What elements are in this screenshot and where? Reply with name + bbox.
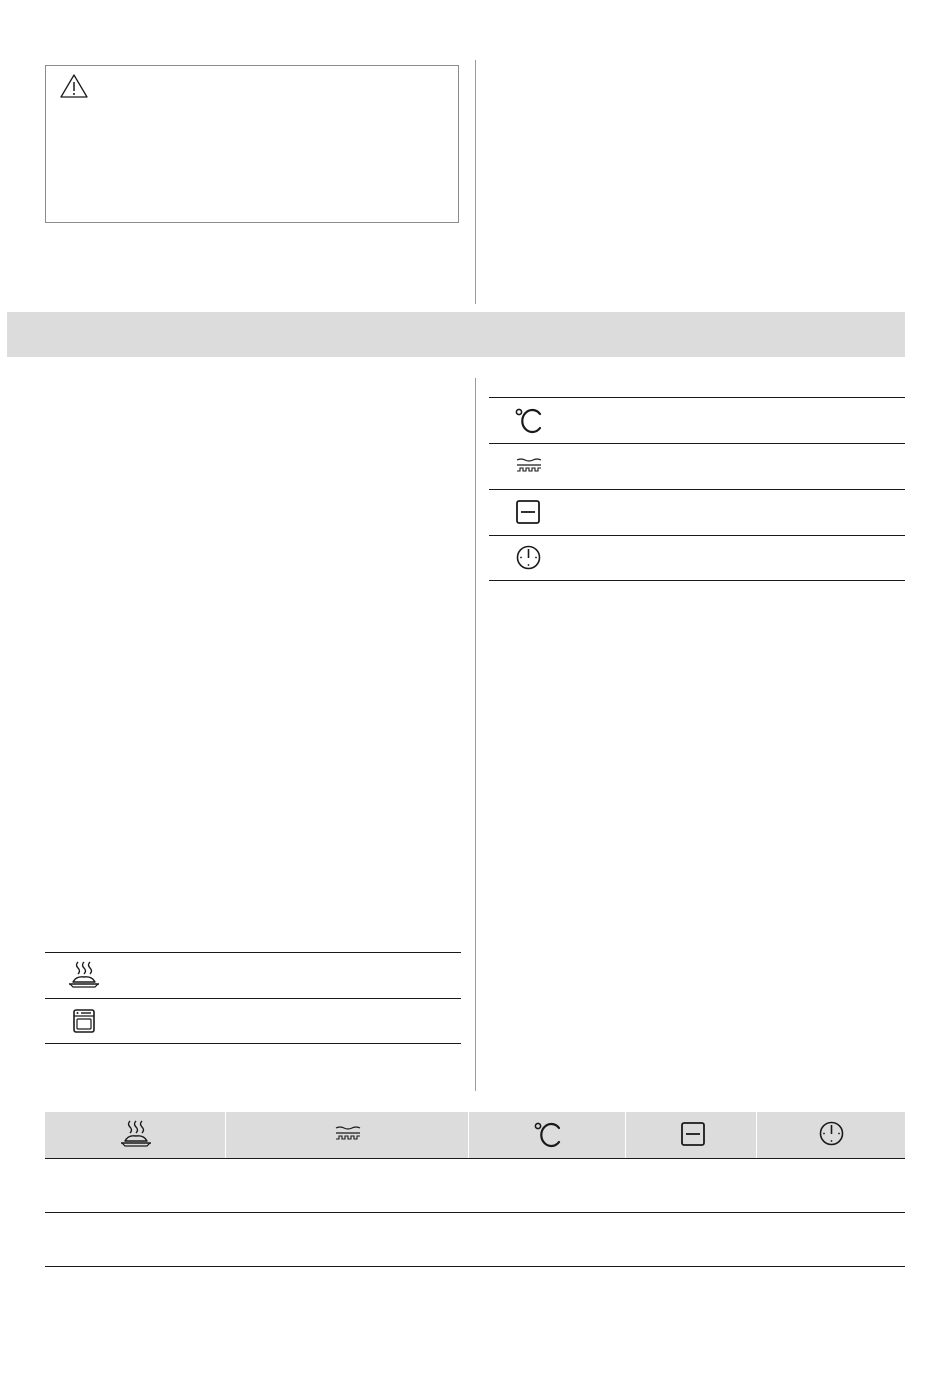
table-row xyxy=(45,1213,905,1266)
minus-square-icon xyxy=(680,1121,706,1147)
row-divider xyxy=(45,1043,461,1044)
symbol-list-right xyxy=(489,397,905,581)
table-header xyxy=(45,1112,905,1158)
steam-dish-icon xyxy=(119,1119,153,1149)
warning-triangle-icon xyxy=(59,73,89,99)
column-separator xyxy=(625,1112,626,1158)
section-header-band xyxy=(7,312,905,357)
column-divider-top xyxy=(475,60,476,304)
steam-dish-icon xyxy=(67,960,101,990)
temperature-celsius-icon xyxy=(532,1120,564,1150)
column-divider-middle xyxy=(475,378,476,1091)
minus-square-icon xyxy=(515,499,541,525)
list-item xyxy=(45,999,461,1043)
warning-box xyxy=(45,65,459,223)
list-item xyxy=(489,444,905,489)
grill-heating-icon xyxy=(515,457,543,477)
list-item xyxy=(489,536,905,580)
column-separator xyxy=(225,1112,226,1158)
grill-heating-icon xyxy=(334,1125,362,1145)
temperature-celsius-icon xyxy=(513,406,545,436)
list-item xyxy=(489,490,905,535)
list-item xyxy=(45,953,461,998)
column-separator xyxy=(468,1112,469,1158)
list-item xyxy=(489,398,905,443)
clock-timer-icon xyxy=(515,544,542,571)
table-row xyxy=(45,1159,905,1212)
table-row-divider xyxy=(45,1266,905,1267)
oven-icon xyxy=(72,1008,96,1034)
symbol-list-left xyxy=(45,952,461,1044)
row-divider xyxy=(489,580,905,581)
column-separator xyxy=(756,1112,757,1158)
clock-timer-icon xyxy=(818,1120,845,1147)
